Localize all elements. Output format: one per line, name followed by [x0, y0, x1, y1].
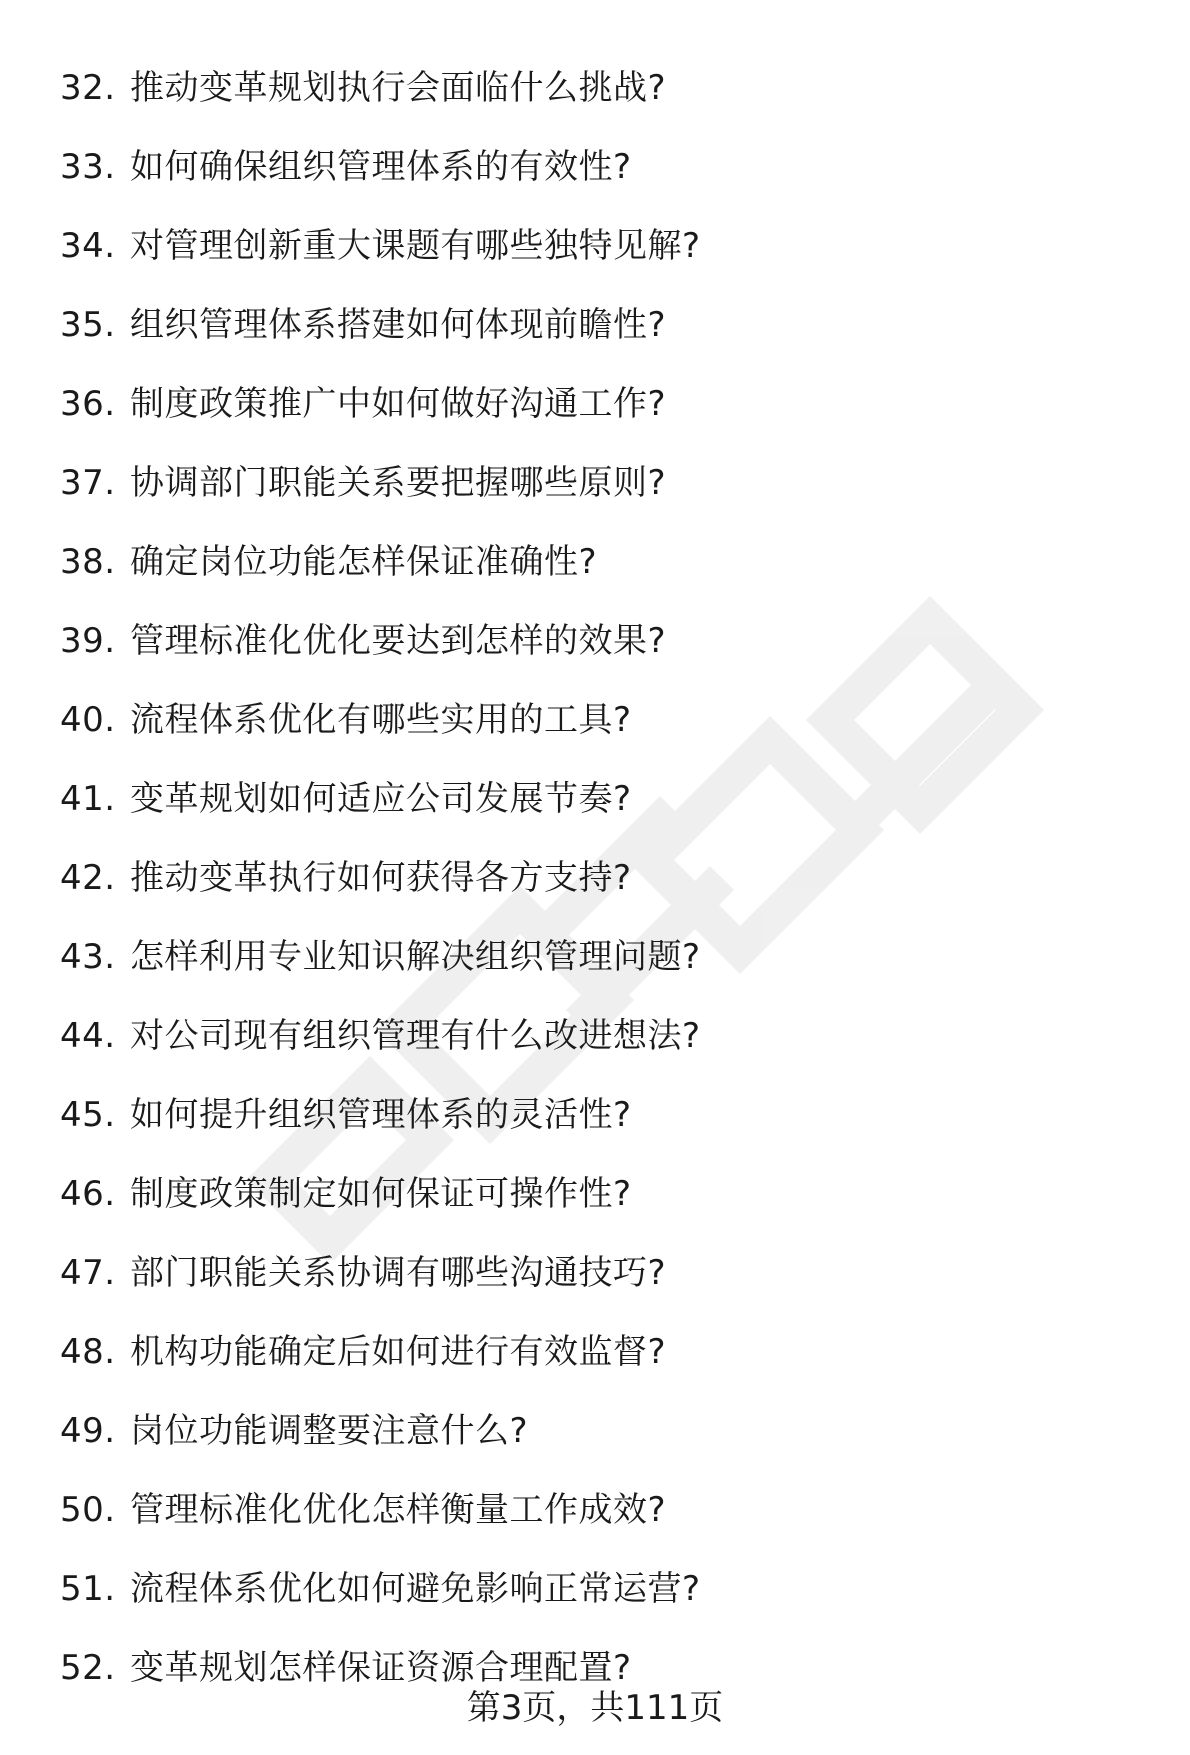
- question-item: [60, 680, 701, 759]
- question-item: [60, 206, 701, 285]
- question-number: 51.: [60, 1568, 116, 1609]
- question-item: [60, 364, 701, 443]
- question-number: 43.: [60, 936, 116, 977]
- question-text: 对管理创新重大课题有哪些独特见解?: [130, 225, 701, 266]
- question-number: 36.: [60, 383, 116, 424]
- question-text: 机构功能确定后如何进行有效监督?: [130, 1331, 667, 1372]
- question-number: 42.: [60, 857, 116, 898]
- question-text: 对公司现有组织管理有什么改进想法?: [130, 1015, 701, 1056]
- question-item: [60, 1470, 701, 1549]
- question-number: 41.: [60, 778, 116, 819]
- question-text: 制度政策制定如何保证可操作性?: [130, 1173, 632, 1214]
- question-text: 组织管理体系搭建如何体现前瞻性?: [130, 304, 667, 345]
- question-text: 如何提升组织管理体系的灵活性?: [130, 1094, 632, 1135]
- question-item: [60, 1233, 701, 1312]
- question-text: 怎样利用专业知识解决组织管理问题?: [130, 936, 701, 977]
- question-number: 33.: [60, 146, 116, 187]
- question-number: 45.: [60, 1094, 116, 1135]
- question-number: 40.: [60, 699, 116, 740]
- question-item: [60, 996, 701, 1075]
- question-item: [60, 285, 701, 364]
- question-item: [60, 759, 701, 838]
- question-text: 变革规划如何适应公司发展节奏?: [130, 778, 632, 819]
- question-item: [60, 1391, 701, 1470]
- question-list: [60, 48, 701, 1707]
- question-number: 47.: [60, 1252, 116, 1293]
- question-number: 46.: [60, 1173, 116, 1214]
- question-item: [60, 838, 701, 917]
- question-number: 39.: [60, 620, 116, 661]
- page-footer: [0, 1688, 1190, 1728]
- question-text: 确定岗位功能怎样保证准确性?: [130, 541, 598, 582]
- question-item: [60, 1312, 701, 1391]
- question-number: 52.: [60, 1647, 116, 1688]
- question-number: 49.: [60, 1410, 116, 1451]
- question-item: [60, 1075, 701, 1154]
- question-text: 岗位功能调整要注意什么?: [130, 1410, 529, 1451]
- question-number: 38.: [60, 541, 116, 582]
- question-text: 管理标准化优化怎样衡量工作成效?: [130, 1489, 667, 1530]
- question-number: 48.: [60, 1331, 116, 1372]
- question-item: [60, 601, 701, 680]
- question-item: [60, 917, 701, 996]
- question-item: [60, 1549, 701, 1628]
- question-text: 流程体系优化有哪些实用的工具?: [130, 699, 632, 740]
- question-item: [60, 1154, 701, 1233]
- question-item: [60, 127, 701, 206]
- question-text: 部门职能关系协调有哪些沟通技巧?: [130, 1252, 667, 1293]
- question-item: [60, 48, 701, 127]
- question-item: [60, 522, 701, 601]
- question-text: 如何确保组织管理体系的有效性?: [130, 146, 632, 187]
- question-text: 制度政策推广中如何做好沟通工作?: [130, 383, 667, 424]
- question-number: 50.: [60, 1489, 116, 1530]
- question-number: 44.: [60, 1015, 116, 1056]
- question-item: [60, 443, 701, 522]
- question-text: 流程体系优化如何避免影响正常运营?: [130, 1568, 701, 1609]
- question-number: 34.: [60, 225, 116, 266]
- question-number: 35.: [60, 304, 116, 345]
- question-number: 32.: [60, 67, 116, 108]
- question-text: 推动变革规划执行会面临什么挑战?: [130, 67, 667, 108]
- question-text: 协调部门职能关系要把握哪些原则?: [130, 462, 667, 503]
- page-number-label: 第3页，共111页: [466, 1688, 724, 1728]
- question-text: 推动变革执行如何获得各方支持?: [130, 857, 632, 898]
- question-number: 37.: [60, 462, 116, 503]
- question-text: 变革规划怎样保证资源合理配置?: [130, 1647, 632, 1688]
- question-text: 管理标准化优化要达到怎样的效果?: [130, 620, 667, 661]
